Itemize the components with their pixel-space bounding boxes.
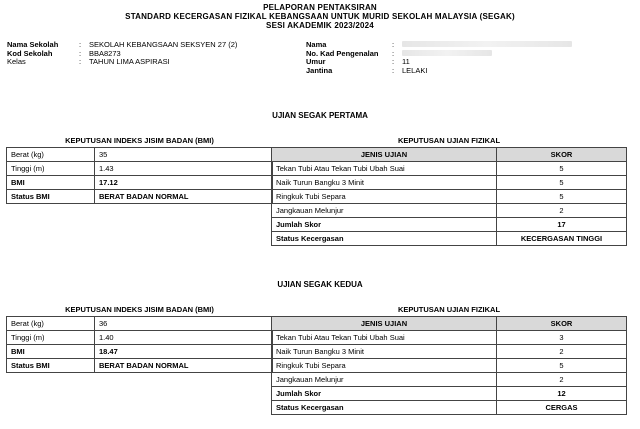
bmi-value: 18.47: [95, 344, 273, 358]
redacted-ic-number: [402, 50, 492, 56]
test2-bmi-table: [6, 304, 273, 373]
col-test-type: JENIS UJIAN: [272, 316, 497, 330]
class-label: Kelas: [7, 57, 26, 66]
table-row: [272, 344, 627, 358]
ic-number-row: [306, 50, 572, 59]
table-row: [7, 189, 273, 203]
table-row: [7, 147, 273, 161]
bmi-status-label: Status BMI: [7, 189, 95, 203]
colon: :: [79, 48, 82, 58]
table-row: [272, 189, 627, 203]
bmi-status-value: BERAT BADAN NORMAL: [95, 189, 273, 203]
total-score-label: Jumlah Skor: [272, 217, 497, 231]
age-row: [306, 58, 572, 67]
table-row: [272, 386, 627, 400]
colon: :: [392, 40, 395, 49]
academic-session: SESI AKADEMIK 2023/2024: [266, 21, 374, 30]
height-value: 1.40: [95, 330, 273, 344]
test-name: Ringkuk Tubi Separa: [272, 189, 497, 203]
test-name: Naik Turun Bangku 3 Minit: [272, 175, 497, 189]
height-value: 1.43: [95, 161, 273, 175]
bmi-status-value: BERAT BADAN NORMAL: [95, 358, 273, 372]
test-score: 2: [497, 344, 627, 358]
age-label: Umur: [306, 57, 326, 66]
table-row: [272, 161, 627, 175]
fitness-status-value: CERGAS: [497, 400, 627, 414]
fitness-heading: KEPUTUSAN UJIAN FIZIKAL: [272, 304, 627, 316]
test-score: 5: [497, 175, 627, 189]
table-row: [7, 316, 273, 330]
fitness-heading: KEPUTUSAN UJIAN FIZIKAL: [272, 135, 627, 147]
student-name-label: Nama: [306, 40, 327, 49]
colon: :: [79, 57, 82, 66]
table-row: [7, 330, 273, 344]
table-row: [272, 231, 627, 245]
bmi-label: BMI: [7, 344, 95, 358]
bmi-heading: KEPUTUSAN INDEKS JISIM BADAN (BMI): [7, 135, 273, 147]
colon: :: [392, 48, 395, 58]
test1-title: UJIAN SEGAK PERTAMA: [272, 111, 368, 120]
test-score: 5: [497, 189, 627, 203]
table-row: [272, 400, 627, 414]
colon: :: [392, 57, 395, 66]
test-name: Jangkauan Melunjur: [272, 372, 497, 386]
test-name: Jangkauan Melunjur: [272, 203, 497, 217]
colon: :: [79, 40, 82, 49]
test-name: Naik Turun Bangku 3 Minit: [272, 344, 497, 358]
bmi-label: BMI: [7, 175, 95, 189]
total-score-value: 17: [497, 217, 627, 231]
bmi-heading: KEPUTUSAN INDEKS JISIM BADAN (BMI): [7, 304, 273, 316]
weight-value: 36: [95, 316, 273, 330]
table-row: [272, 175, 627, 189]
test-score: 3: [497, 330, 627, 344]
col-score: SKOR: [497, 147, 627, 161]
school-code-label: Kod Sekolah: [7, 48, 53, 58]
class-row: [7, 58, 237, 67]
test2-title: UJIAN SEGAK KEDUA: [277, 280, 363, 289]
colon: :: [392, 65, 395, 75]
height-label: Tinggi (m): [7, 161, 95, 175]
test-name: Tekan Tubi Atau Tekan Tubi Ubah Suai: [272, 330, 497, 344]
school-code-value: BBA8273: [89, 48, 121, 58]
table-row: [7, 161, 273, 175]
school-name-value: SEKOLAH KEBANGSAAN SEKSYEN 27 (2): [89, 40, 238, 49]
report-subtitle: STANDARD KECERGASAN FIZIKAL KEBANGSAAN UNTUK MURID SEKOLAH MALAYSIA (SEGAK): [125, 12, 515, 21]
ic-number-label: No. Kad Pengenalan: [306, 48, 379, 58]
class-value: TAHUN LIMA ASPIRASI: [89, 57, 170, 66]
bmi-value: 17.12: [95, 175, 273, 189]
school-info: [7, 41, 237, 67]
fitness-status-label: Status Kecergasan: [272, 400, 497, 414]
test-score: 2: [497, 203, 627, 217]
table-row: [272, 358, 627, 372]
table-row: [272, 217, 627, 231]
test-score: 2: [497, 372, 627, 386]
weight-value: 35: [95, 147, 273, 161]
table-row: [272, 203, 627, 217]
test-score: 5: [497, 358, 627, 372]
test2-fitness-table: [271, 304, 627, 415]
table-row: [7, 358, 273, 372]
table-row: [7, 175, 273, 189]
test-score: 5: [497, 161, 627, 175]
col-score: SKOR: [497, 316, 627, 330]
age-value: 11: [402, 57, 410, 66]
redacted-name: [402, 41, 572, 47]
report-title: PELAPORAN PENTAKSIRAN: [263, 3, 377, 12]
school-name-label: Nama Sekolah: [7, 40, 59, 49]
test-name: Ringkuk Tubi Separa: [272, 358, 497, 372]
test1-bmi-table: [6, 135, 273, 204]
table-row: [272, 372, 627, 386]
height-label: Tinggi (m): [7, 330, 95, 344]
total-score-label: Jumlah Skor: [272, 386, 497, 400]
fitness-status-label: Status Kecergasan: [272, 231, 497, 245]
total-score-value: 12: [497, 386, 627, 400]
gender-value: LELAKI: [402, 65, 428, 75]
fitness-status-value: KECERGASAN TINGGI: [497, 231, 627, 245]
weight-label: Berat (kg): [7, 147, 95, 161]
col-test-type: JENIS UJIAN: [272, 147, 497, 161]
gender-label: Jantina: [306, 65, 333, 75]
student-info: [306, 41, 572, 75]
table-row: [272, 330, 627, 344]
table-row: [7, 344, 273, 358]
bmi-status-label: Status BMI: [7, 358, 95, 372]
weight-label: Berat (kg): [7, 316, 95, 330]
test-name: Tekan Tubi Atau Tekan Tubi Ubah Suai: [272, 161, 497, 175]
gender-row: [306, 67, 572, 76]
test1-fitness-table: [271, 135, 627, 246]
